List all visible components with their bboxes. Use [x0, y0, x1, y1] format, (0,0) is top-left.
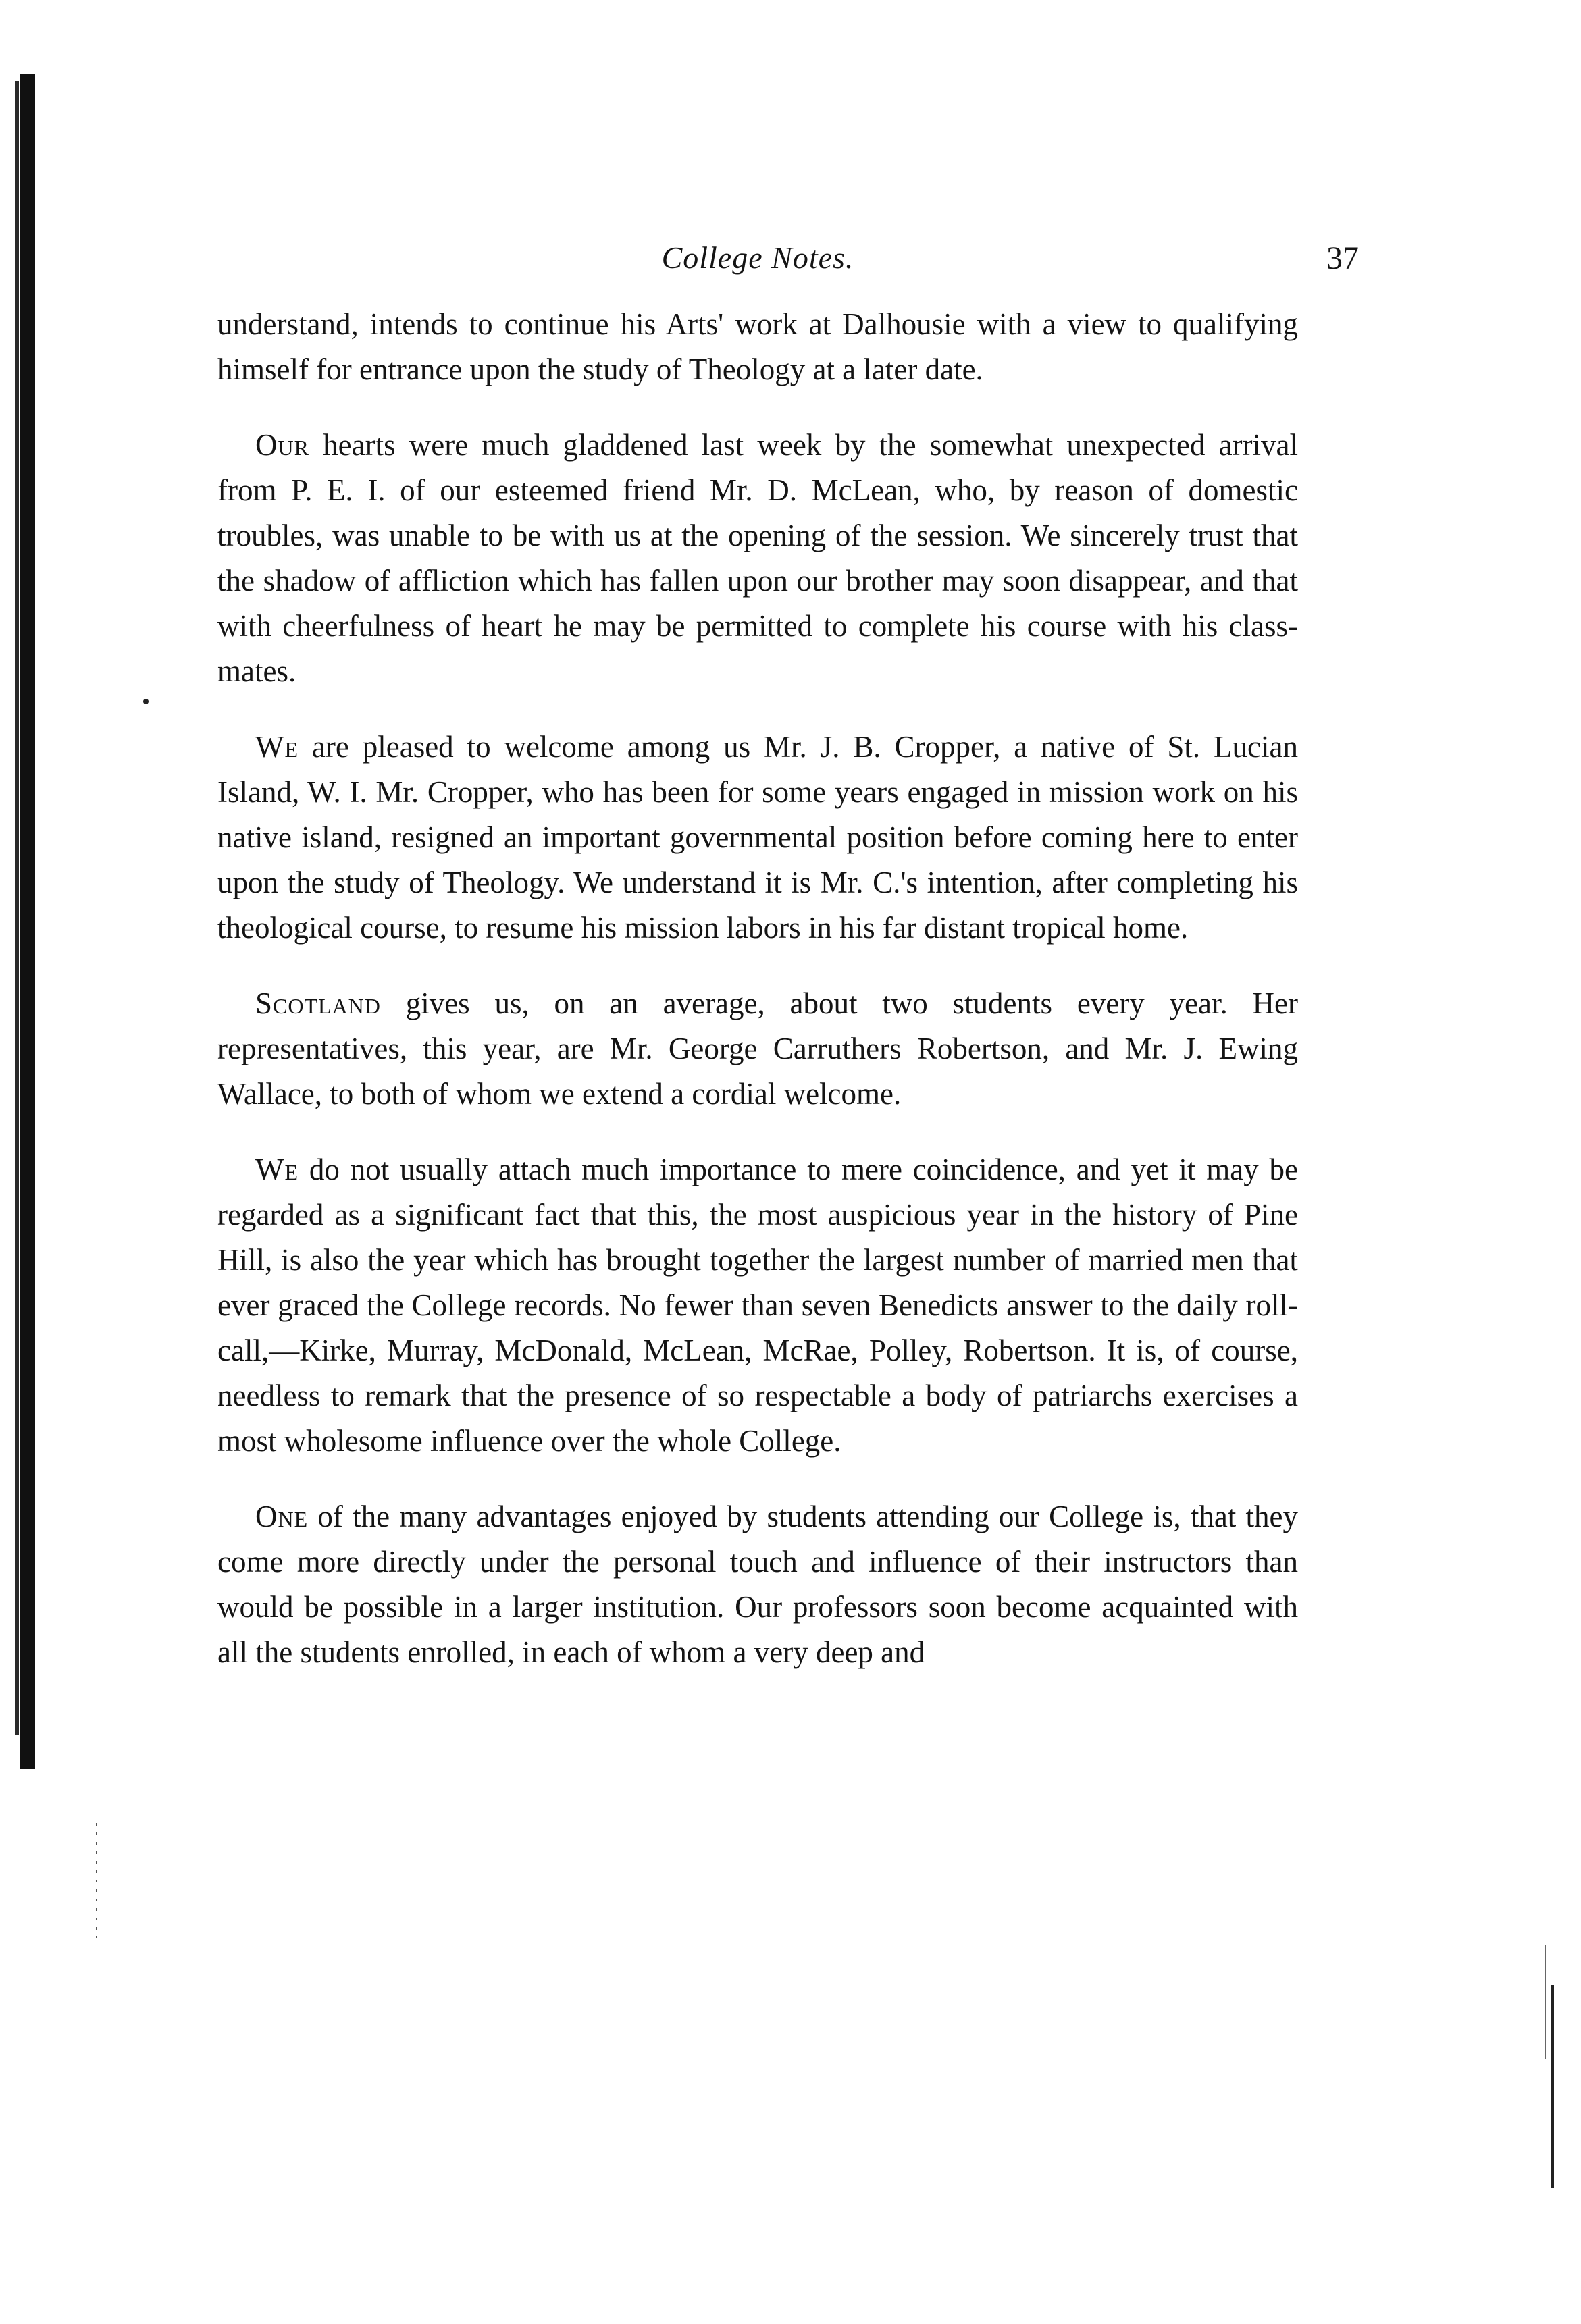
paragraph-lead-word: We: [255, 730, 299, 764]
paragraph-lead-word: Scotland: [255, 986, 381, 1020]
running-header: [217, 240, 1359, 287]
paragraph-advantages: [217, 1494, 1298, 1675]
margin-scratches: [96, 1823, 97, 1938]
paragraph-text: of the many advantages enjoyed by students attending our College is, that they come more directly under the personal touch and influence of their instructors than would be possible in a larger institution. Our professors soon become acquainted with all the students enrolled, in each of whom a very deep and: [217, 1500, 1298, 1669]
paragraph-continued: [217, 302, 1298, 392]
paragraph-lead-word: One: [255, 1500, 309, 1533]
right-margin-scratch-thin: [1545, 1945, 1546, 2059]
running-title: College Notes.: [661, 240, 854, 275]
paragraph-text: gives us, on an average, about two students every year. Her representatives, this year, are Mr. George Carruthers Robertson, and Mr. J. Ewing Wallace, to both of whom we extend a cordial welcome.: [217, 986, 1298, 1111]
paragraph-cropper: [217, 724, 1298, 951]
paragraph-text: are pleased to welcome among us Mr. J. B. Cropper, a native of St. Lucian Island, W. I. Mr. Cropper, who has been for some years engaged in mission work on his native island, resigned an important governmental position before coming here to enter upon the study of Theology. We understand it is Mr. C.'s intention, after completing his theological course, to resume his mission labors in his far distant tropical home.: [217, 730, 1298, 945]
margin-speck: [143, 699, 149, 704]
paragraph-text: do not usually attach much importance to mere coincidence, and yet it may be regarded as a significant fact that this, the most auspicious year in the history of Pine Hill, is also the year which has brought together the largest number of married men that ever graced the College records. No fewer than seven Benedicts answer to the daily roll-call,—Kirke, Murray, McDonald, McLean, McRae, Polley, Robertson. It is, of course, needless to remark that the presence of so respectable a body of patriarchs exercises a most wholesome influence over the whole College.: [217, 1153, 1298, 1458]
page-number: 37: [1326, 240, 1359, 276]
page-content: [217, 240, 1359, 1706]
paragraph-mclean: [217, 423, 1298, 694]
paragraph-text: hearts were much gladdened last week by the somewhat unexpected arrival from P. E. I. of our esteemed friend Mr. D. McLean, who, by reason of domestic troubles, was unable to be with us at the opening of the session. We sincerely trust that the shadow of affliction which has fallen upon our brother may soon disappear, and that with cheerfulness of heart he may be permitted to complete his course with his class-mates.: [217, 428, 1298, 688]
paragraph-lead-word: Our: [255, 428, 309, 462]
paragraph-text: understand, intends to continue his Arts' work at Dalhousie with a view to qualifying himself for entrance upon the study of Theology at a later date.: [217, 307, 1298, 386]
binding-edge-shadow: [20, 74, 35, 1769]
paragraph-scotland: [217, 981, 1298, 1117]
paragraph-lead-word: We: [255, 1153, 299, 1186]
right-margin-scratch: [1551, 1985, 1554, 2188]
binding-edge-shadow-inner: [15, 81, 19, 1735]
paragraph-coincidence: [217, 1147, 1298, 1464]
